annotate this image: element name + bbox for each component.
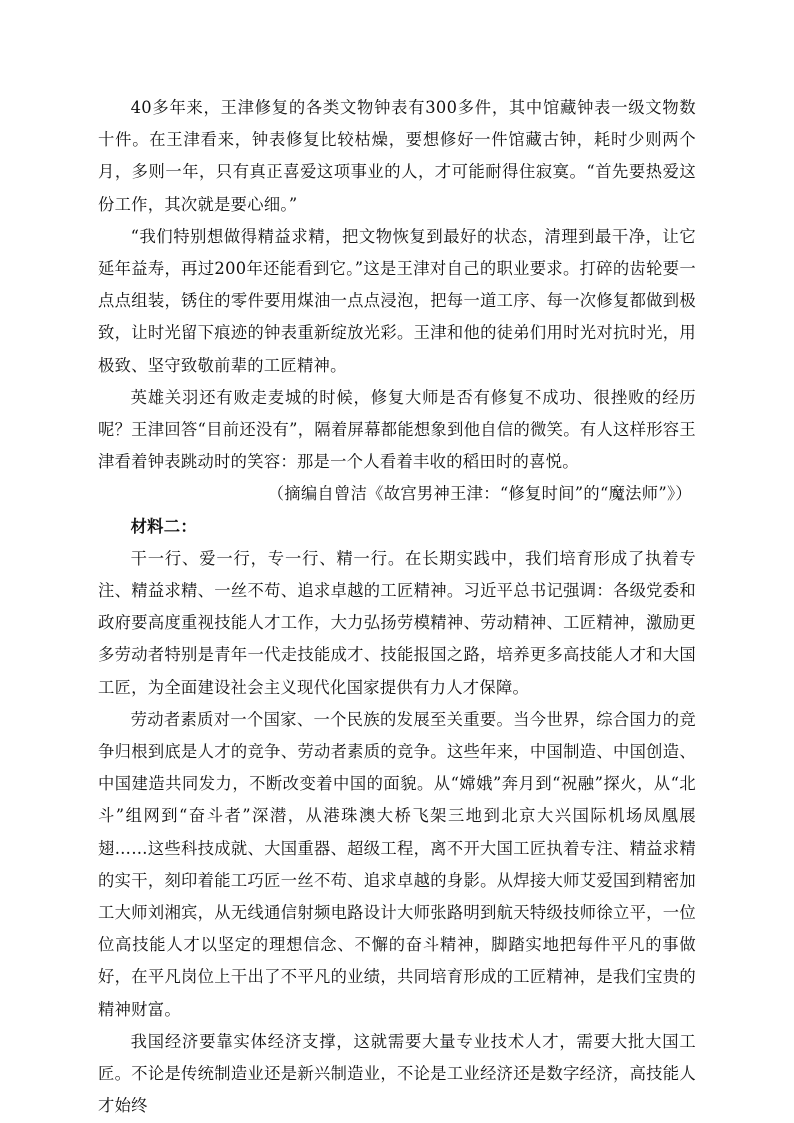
paragraph-professional-requirement: “我们特别想做得精益求精，把文物恢复到最好的状态，清理到最干净，让它延年益寿，再过200年还能看到它。”这是王津对自己的职业要求。打碎的齿轮要一点点组装，锈住的零件要用煤油一点点浸泡，把每一道工序、每一次修复都做到极致，让时光留下痕迹的钟表重新绽放光彩。王津和他的徒弟们用时光对抗时光，用极致、坚守致敬前辈的工匠精神。 [98,226,696,375]
paragraph-craftsman-spirit: 干一行、爱一行，专一行、精一行。在长期实践中，我们培育形成了执着专注、精益求精、一丝不苟、追求卓越的工匠精神。习近平总书记强调：各级党委和政府要高度重视技能人才工作，大力弘扬劳模精神、劳动精神、工匠精神，激励更多劳动者特别是青年一代走技能成才、技能报国之路，培养更多高技能人才和大国工匠，为全面建设社会主义现代化国家提供有力人才保障。 [98,548,696,697]
section-heading-material-two: 材料二： [130,516,197,536]
paragraph-wang-jin-restoration-count: 40多年来，王津修复的各类文物钟表有300多件，其中馆藏钟表一级文物数十件。在王津看来，钟表修复比较枯燥，要想修好一件馆藏古钟，耗时少则两个月，多则一年，只有真正喜爱这项事业的人，才可能耐得住寂寞。“首先要热爱这份工作，其次就是要心细。” [98,98,696,214]
paragraph-worker-quality: 劳动者素质对一个国家、一个民族的发展至关重要。当今世界，综合国力的竞争归根到底是人才的竞争、劳动者素质的竞争。这些年来，中国制造、中国创造、中国建造共同发力，不断改变着中国的面貌。从“嫦娥”奔月到“祝融”探火，从“北斗”组网到“奋斗者”深潜，从港珠澳大桥飞架三地到北京大兴国际机场凤凰展翅……这些科技成就、大国重器、超级工程，离不开大国工匠执着专注、精益求精的实干，刻印着能工巧匠一丝不苟、追求卓越的身影。从焊接大师艾爱国到精密加工大师刘湘宾，从无线通信射频电路设计大师张路明到航天特级技师徐立平，一位位高技能人才以坚定的理想信念、不懈的奋斗精神，脚踏实地把每件平凡的事做好，在平凡岗位上干出了不平凡的业绩，共同培育形成的工匠精神，是我们宝贵的精神财富。 [98,709,696,1019]
paragraph-confident-smile: 英雄关羽还有败走麦城的时候，修复大师是否有修复不成功、很挫败的经历呢？王津回答“目前还没有”，隔着屏幕都能想象到他自信的微笑。有人这样形容王津看着钟表跳动时的笑容：那是一个人看着丰收的稻田时的喜悦。 [98,387,696,472]
paragraph-real-economy: 我国经济要靠实体经济支撑，这就需要大量专业技术人才，需要大批大国工匠。不论是传统制造业还是新兴制造业，不论是工业经济还是数字经济，高技能人才始终 [98,1031,696,1116]
source-citation: （摘编自曾洁《故宫男神王津：“修复时间”的“魔法师”》） [267,484,692,504]
